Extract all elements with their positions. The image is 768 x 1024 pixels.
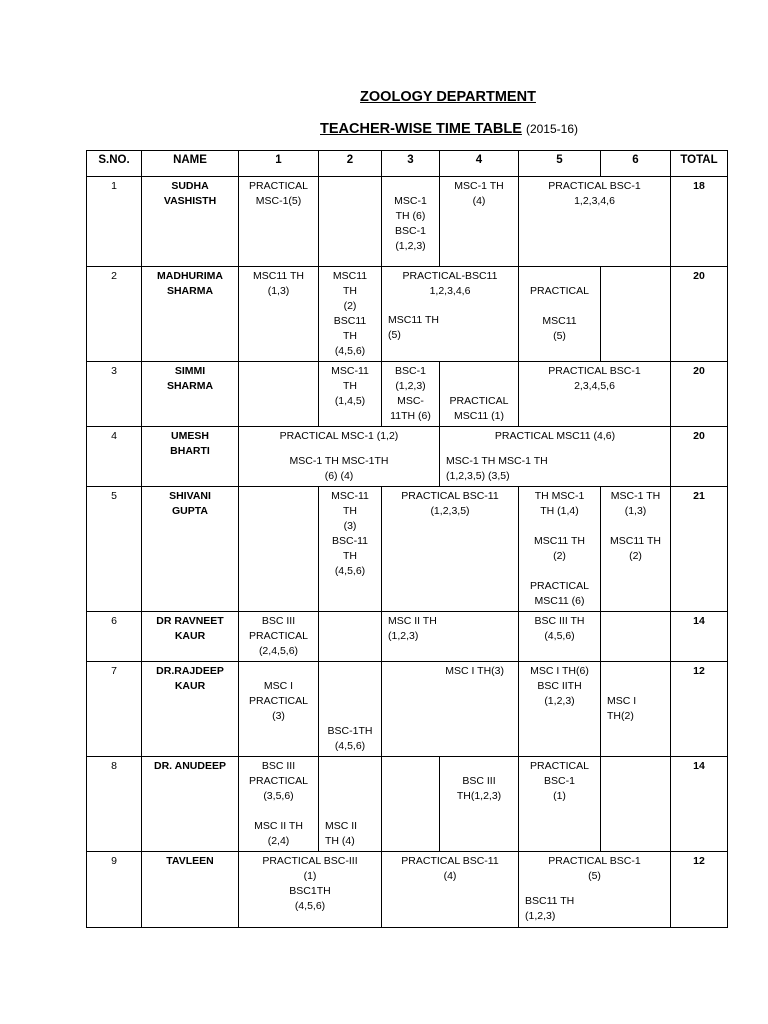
table-row [87,267,728,362]
period-cell: MSC I PRACTICAL (3) [239,662,319,757]
period-cell: MSC-11 TH (3) BSC-11 TH (4,5,6) [319,487,382,612]
header-name: NAME [142,151,239,177]
header-period-5: 5 [519,151,601,177]
teacher-name: SUDHA VASHISTH [142,177,239,267]
sno-cell: 7 [87,662,142,757]
header-period-2: 2 [319,151,382,177]
period-cell: MSC11 TH (2) BSC11 TH (4,5,6) [319,267,382,362]
period-cell [382,757,440,852]
total-cell: 20 [671,267,728,362]
teacher-name: TAVLEEN [142,852,239,928]
period-cell: PRACTICAL BSC-1 2,3,4,5,6 [519,362,671,427]
period-cell: PRACTICAL BSC-11 (1,2,3,5) [382,487,519,612]
header-period-3: 3 [382,151,440,177]
teacher-name: DR. ANUDEEP [142,757,239,852]
period-cell: BSC III TH(1,2,3) [440,757,519,852]
period-cell: PRACTICAL MSC-1(5) [239,177,319,267]
period-text: PRACTICAL MSC11 (4,6) [494,430,616,442]
total-cell: 12 [671,852,728,928]
total-cell: 14 [671,612,728,662]
total-cell: 20 [671,362,728,427]
period-cell: BSC-1TH (4,5,6) [319,662,382,757]
subtitle-year: (2015-16) [525,122,578,136]
period-cell [319,612,382,662]
period-cell: MSC-1 TH (1,3) MSC11 TH (2) [601,487,671,612]
header-period-6: 6 [601,151,671,177]
sno-cell: 3 [87,362,142,427]
teacher-name: DR RAVNEET KAUR [142,612,239,662]
period-text: MSC-1 TH MSC-1 TH (1,2,3,5) (3,5) [446,455,548,482]
period-cell: PRACTICAL BSC-1 (1) [519,757,601,852]
timetable [86,150,728,928]
sno-cell: 2 [87,267,142,362]
sno-cell: 4 [87,427,142,487]
teacher-name: UMESH BHARTI [142,427,239,487]
table-row [87,757,728,852]
period-text: BSC11 TH (1,2,3) [525,895,575,922]
table-row [87,427,728,487]
total-cell: 21 [671,487,728,612]
period-cell: PRACTICAL BSC-1 1,2,3,4,6 [519,177,671,267]
teacher-name: DR.RAJDEEP KAUR [142,662,239,757]
period-text: PRACTICAL MSC-1 (1,2) [279,430,399,442]
table-row [87,362,728,427]
sno-cell: 9 [87,852,142,928]
period-cell: MSC-11 TH (1,4,5) [319,362,382,427]
teacher-name: MADHURIMA SHARMA [142,267,239,362]
table-row [87,177,728,267]
period-cell [319,177,382,267]
header-period-1: 1 [239,151,319,177]
header-row [87,151,728,177]
sno-cell: 8 [87,757,142,852]
document-title: ZOOLOGY DEPARTMENT [360,89,536,105]
period-cell: TH MSC-1 TH (1,4) MSC11 TH (2) PRACTICAL MSC11 (6) [519,487,601,612]
document-subtitle [0,121,768,137]
period-cell: MSC I TH(2) [601,662,671,757]
table-row [87,662,728,757]
subtitle-text: TEACHER-WISE TIME TABLE [320,121,522,137]
period-cell: PRACTICAL MSC11 (1) [440,362,519,427]
period-cell: MSC-1 TH (6) BSC-1 (1,2,3) [382,177,440,267]
header-period-4: 4 [440,151,519,177]
total-cell: 14 [671,757,728,852]
period-cell: BSC III PRACTICAL (3,5,6) MSC II TH (2,4) [239,757,319,852]
period-cell [440,427,671,487]
period-cell [601,267,671,362]
total-cell: 20 [671,427,728,487]
period-cell: PRACTICAL MSC11 (5) [519,267,601,362]
period-cell: MSC-1 TH (4) [440,177,519,267]
period-cell: PRACTICAL BSC-III (1) BSC1TH (4,5,6) [239,852,382,928]
period-cell: MSC I TH(3) [382,662,519,757]
table-row [87,487,728,612]
period-text: MSC11 TH (5) [388,314,439,341]
period-cell [239,487,319,612]
period-text: PRACTICAL-BSC11 1,2,3,4,6 [402,270,498,297]
table-row [87,852,728,928]
period-cell [382,267,519,362]
header-sno: S.NO. [87,151,142,177]
period-cell: BSC III PRACTICAL (2,4,5,6) [239,612,319,662]
sno-cell: 1 [87,177,142,267]
period-cell [519,852,671,928]
period-cell [239,427,440,487]
period-cell: MSC II TH (4) [319,757,382,852]
teacher-name: SHIVANI GUPTA [142,487,239,612]
teacher-name: SIMMI SHARMA [142,362,239,427]
period-cell: MSC I TH(6) BSC IITH (1,2,3) [519,662,601,757]
table-row [87,612,728,662]
period-cell [601,612,671,662]
period-text: MSC-1 TH MSC-1TH (6) (4) [289,455,389,482]
period-cell: MSC11 TH (1,3) [239,267,319,362]
period-cell: BSC III TH (4,5,6) [519,612,601,662]
header-total: TOTAL [671,151,728,177]
period-text: PRACTICAL BSC-1 (5) [548,855,641,882]
period-cell [601,757,671,852]
period-cell: MSC II TH (1,2,3) [382,612,519,662]
period-cell: PRACTICAL BSC-11 (4) [382,852,519,928]
period-cell [239,362,319,427]
total-cell: 18 [671,177,728,267]
sno-cell: 5 [87,487,142,612]
sno-cell: 6 [87,612,142,662]
period-cell: BSC-1 (1,2,3) MSC- 11TH (6) [382,362,440,427]
total-cell: 12 [671,662,728,757]
